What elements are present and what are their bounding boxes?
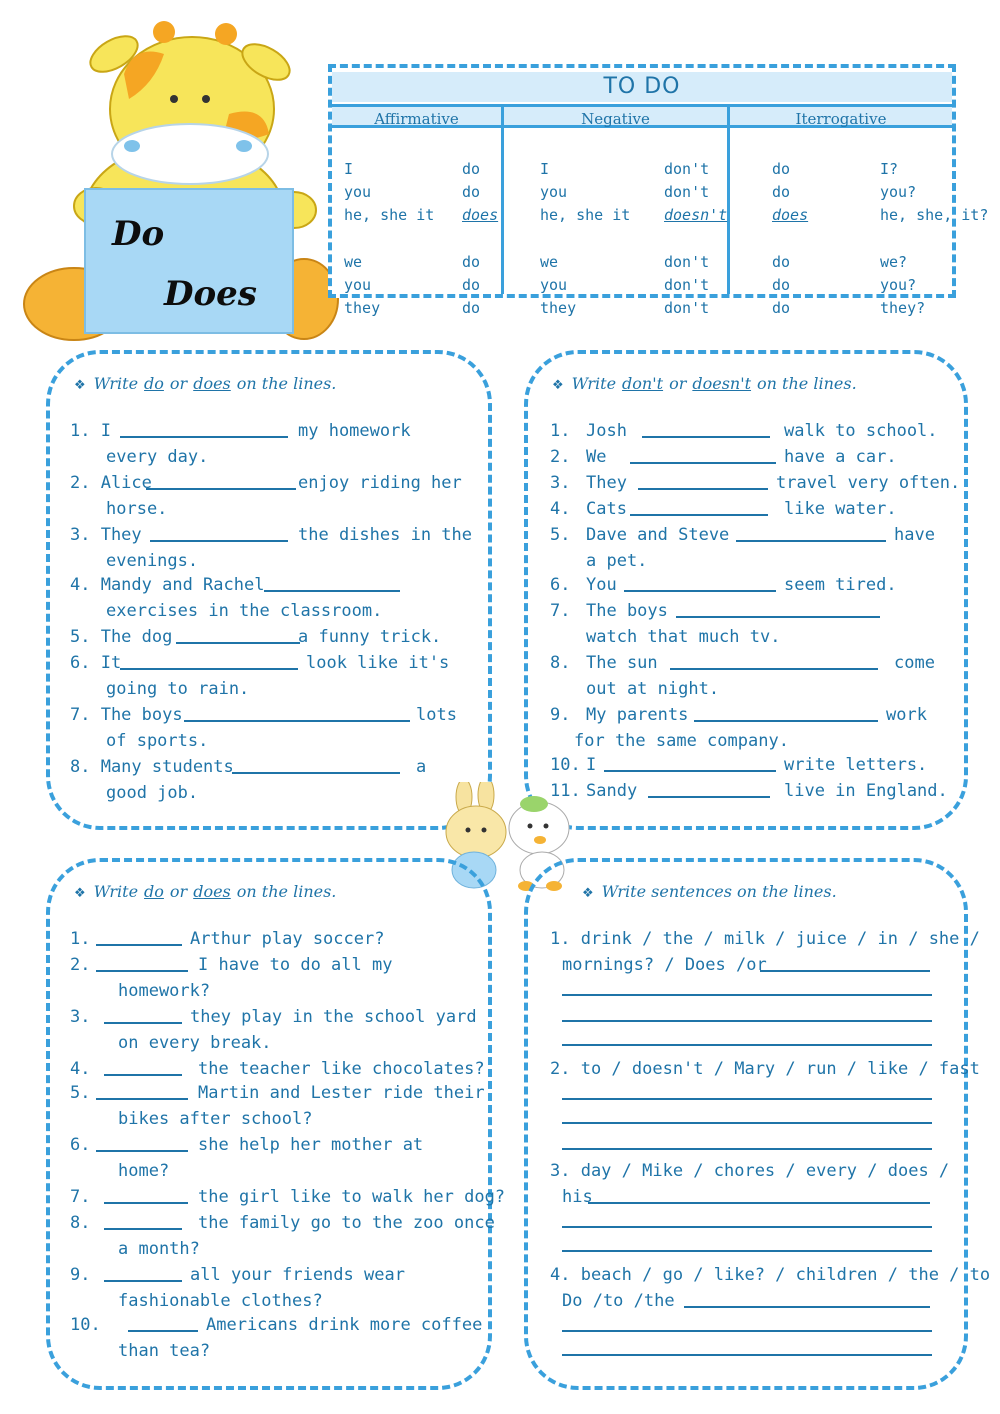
table-row	[730, 297, 952, 319]
exercise-line	[0, 522, 960, 548]
exercise-prompt	[0, 1262, 991, 1288]
table-cell: don't	[664, 299, 710, 317]
table-row	[504, 204, 727, 226]
line-text: The sun	[586, 653, 658, 673]
table-row	[332, 274, 501, 296]
line-text: We	[586, 447, 607, 467]
exercise-line	[0, 676, 960, 702]
line-text: Arthur play soccer?	[190, 929, 385, 949]
line-text: lots	[416, 705, 457, 725]
exercise-line	[0, 598, 960, 624]
line-text: the teacher like chocolates?	[198, 1059, 485, 1079]
answer-blank[interactable]	[604, 752, 776, 772]
column-header: Affirmative	[332, 104, 501, 128]
line-text: Cats	[586, 499, 627, 519]
table-row	[504, 181, 727, 203]
line-text: 7. The boys	[70, 705, 183, 725]
line-text: every day.	[106, 447, 209, 467]
table-cell: you?	[880, 276, 917, 294]
table-cell: we	[540, 253, 559, 271]
exercise-prompt	[0, 1184, 960, 1210]
exercise-line	[0, 1236, 480, 1262]
line-text: live in England.	[784, 781, 948, 801]
answer-blank[interactable]	[760, 952, 930, 972]
line-text: 1. I	[70, 421, 111, 441]
exercise-line	[0, 752, 960, 778]
line-text: they play in the school yard	[190, 1007, 477, 1027]
line-text: I	[586, 755, 597, 775]
exercise4-instruction: ❖ Write sentences on the lines.	[582, 882, 837, 901]
exercise-line	[0, 624, 960, 650]
answer-line[interactable]	[562, 1098, 932, 1100]
table-cell: you	[540, 183, 568, 201]
table-cell: I	[344, 160, 354, 178]
table-cell: don't	[664, 276, 710, 294]
line-text: good job.	[106, 783, 199, 803]
line-text: come	[894, 653, 935, 673]
exercise-line	[0, 1210, 495, 1236]
line-text: horse.	[106, 499, 168, 519]
line-text: a	[416, 757, 427, 777]
answer-blank[interactable]	[630, 496, 768, 516]
line-number: 8.	[550, 653, 571, 673]
answer-line[interactable]	[562, 1250, 932, 1252]
exercise-prompt	[0, 952, 960, 978]
line-number: 3.	[70, 1007, 91, 1027]
line-text: going to rain.	[106, 679, 250, 699]
line-text: The boys	[586, 601, 668, 621]
line-number: 6.	[70, 1135, 91, 1155]
line-text: have a car.	[784, 447, 897, 467]
table-cell: I	[540, 160, 550, 178]
exercise-line	[0, 496, 960, 522]
line-text: 2. to / doesn't / Mary / run / like / fast	[550, 1059, 980, 1079]
sign-does-text: Does	[164, 274, 257, 314]
answer-blank[interactable]	[588, 1184, 930, 1204]
table-cell: you?	[880, 183, 917, 201]
line-text: of sports.	[106, 731, 209, 751]
line-text: enjoy riding her	[298, 473, 462, 493]
line-text: Dave and Steve	[586, 525, 730, 545]
line-number: 7.	[550, 601, 571, 621]
line-text: watch that much tv.	[586, 627, 781, 647]
answer-blank[interactable]	[96, 1080, 188, 1100]
exercise-line	[0, 1312, 483, 1338]
table-cell: do	[772, 299, 791, 317]
exercise1-instruction: ❖ Write do or does on the lines.	[74, 374, 337, 393]
table-row	[504, 297, 727, 319]
conjugation-table	[328, 64, 989, 317]
line-text: My parents	[586, 705, 689, 725]
answer-line[interactable]	[562, 1330, 932, 1332]
table-cell: you	[344, 183, 372, 201]
exercise-line	[0, 650, 960, 676]
answer-blank[interactable]	[96, 1132, 188, 1152]
exercise-line	[0, 572, 960, 598]
answer-line[interactable]	[562, 1354, 932, 1356]
table-cell: does	[462, 206, 499, 224]
line-text: have	[894, 525, 935, 545]
line-text: on every break.	[118, 1033, 272, 1053]
table-cell: does	[772, 206, 809, 224]
diamond-bullet-icon: ❖	[582, 886, 594, 901]
line-text: exercises in the classroom.	[106, 601, 383, 621]
answer-blank[interactable]	[676, 598, 880, 618]
column-header: Iterrogative	[730, 104, 952, 128]
table-cell: we	[344, 253, 363, 271]
line-text: bikes after school?	[118, 1109, 313, 1129]
exercise-line	[0, 978, 480, 1004]
table-cell: you	[344, 276, 372, 294]
exercise-line	[0, 444, 960, 470]
answer-line[interactable]	[562, 1148, 932, 1150]
exercise-line	[0, 1338, 480, 1364]
line-text: a funny trick.	[298, 627, 442, 647]
diamond-bullet-icon: ❖	[74, 886, 86, 901]
answer-blank[interactable]	[104, 1210, 182, 1230]
table-cell: he, she it	[344, 206, 435, 224]
answer-line[interactable]	[562, 1122, 932, 1124]
line-number: 5.	[70, 1083, 91, 1103]
answer-blank[interactable]	[670, 650, 878, 670]
table-row	[730, 158, 952, 180]
exercise-prompt	[0, 1056, 980, 1082]
answer-blank[interactable]	[638, 470, 768, 490]
line-number: 6.	[550, 575, 571, 595]
table-row	[332, 297, 501, 319]
table-cell: do	[772, 276, 791, 294]
table-row	[730, 204, 989, 226]
table-cell: do	[462, 276, 481, 294]
answer-line[interactable]	[562, 1226, 932, 1228]
table-cell: you	[540, 276, 568, 294]
line-number: 4.	[70, 1059, 91, 1079]
table-cell: don't	[664, 253, 710, 271]
line-text: than tea?	[118, 1341, 211, 1361]
table-row	[332, 181, 501, 203]
line-text: out at night.	[586, 679, 720, 699]
line-text: a month?	[118, 1239, 200, 1259]
table-cell: they	[344, 299, 381, 317]
line-text: write letters.	[784, 755, 928, 775]
exercise3-instruction: ❖ Write do or does on the lines.	[74, 882, 337, 901]
exercise-line	[0, 1080, 485, 1106]
table-row	[332, 158, 501, 180]
table-row	[730, 181, 952, 203]
line-text: 6. It	[70, 653, 122, 673]
table-row	[332, 251, 501, 273]
line-number: 10.	[70, 1315, 101, 1335]
line-text: 4. beach / go / like? / children / the / to	[550, 1265, 991, 1285]
answer-blank[interactable]	[642, 418, 770, 438]
table-cell: do	[772, 160, 791, 178]
line-text: all your friends wear	[190, 1265, 405, 1285]
line-text: his	[562, 1187, 593, 1207]
line-text: Americans drink more coffee	[206, 1315, 483, 1335]
line-number: 9.	[70, 1265, 91, 1285]
table-cell: he, she it	[540, 206, 631, 224]
line-text: 8. Many students	[70, 757, 234, 777]
negative-column	[504, 104, 730, 317]
exercise-line	[0, 470, 960, 496]
exercise-prompt	[0, 1158, 960, 1184]
table-cell: do	[462, 253, 481, 271]
diamond-bullet-icon: ❖	[74, 378, 86, 393]
table-row	[504, 274, 727, 296]
line-text: homework?	[118, 981, 211, 1001]
line-text: fashionable clothes?	[118, 1291, 323, 1311]
table-row	[332, 204, 501, 226]
line-text: 2. Alice	[70, 473, 152, 493]
line-text: 3. day / Mike / chores / every / does /	[550, 1161, 950, 1181]
line-text: for the same company.	[574, 731, 789, 751]
exercise-line	[0, 1132, 480, 1158]
line-number: 9.	[550, 705, 571, 725]
table-row	[730, 274, 952, 296]
exercise-line	[0, 548, 960, 574]
table-cell: doesn't	[664, 206, 728, 224]
line-text: look like it's	[306, 653, 450, 673]
affirmative-column	[332, 104, 504, 317]
exercise2-instruction: ❖ Write don't or doesn't on the lines.	[552, 374, 857, 393]
table-cell: don't	[664, 183, 710, 201]
line-text: seem tired.	[784, 575, 897, 595]
exercise-line	[0, 728, 960, 754]
line-text: work	[886, 705, 927, 725]
answer-blank[interactable]	[128, 1312, 198, 1332]
line-text: like water.	[784, 499, 897, 519]
column-header: Negative	[504, 104, 727, 128]
interrogative-column	[730, 104, 989, 317]
line-text: travel very often.	[776, 473, 961, 493]
line-text: 1. drink / the / milk / juice / in / she /	[550, 929, 980, 949]
line-text: home?	[118, 1161, 170, 1181]
line-text: the dishes in the	[298, 525, 472, 545]
line-number: 1.	[70, 929, 91, 949]
answer-line[interactable]	[562, 994, 932, 996]
answer-blank[interactable]	[104, 1004, 182, 1024]
exercise-line	[0, 1004, 480, 1030]
table-cell: don't	[664, 160, 710, 178]
answer-blank[interactable]	[694, 702, 878, 722]
table-row	[504, 158, 727, 180]
line-text: Martin and Lester ride their	[198, 1083, 485, 1103]
line-number: 4.	[550, 499, 571, 519]
answer-blank[interactable]	[630, 444, 776, 464]
answer-blank[interactable]	[624, 572, 776, 592]
line-number: 10.	[550, 755, 581, 775]
exercise-line	[0, 418, 960, 444]
exercise-line	[0, 1030, 480, 1056]
exercise-line	[0, 702, 960, 728]
line-number: 2.	[550, 447, 571, 467]
line-text: my homework	[298, 421, 411, 441]
table-cell: they	[540, 299, 577, 317]
line-text: Sandy	[586, 781, 638, 801]
table-cell: do	[462, 160, 481, 178]
line-text: evenings.	[106, 551, 199, 571]
line-text: a pet.	[586, 551, 648, 571]
exercise-line	[0, 1106, 480, 1132]
line-text: I have to do all my	[198, 955, 393, 975]
line-number: 3.	[550, 473, 571, 493]
line-text: You	[586, 575, 617, 595]
table-cell: do	[772, 183, 791, 201]
table-cell: they?	[880, 299, 926, 317]
line-number: 8.	[70, 1213, 91, 1233]
table-cell: we?	[880, 253, 908, 271]
answer-blank[interactable]	[648, 778, 770, 798]
line-text: mornings? / Does /or	[562, 955, 767, 975]
line-text: Do /to /the	[562, 1291, 675, 1311]
line-text: the girl like to walk her dog?	[198, 1187, 506, 1207]
line-number: 7.	[70, 1187, 91, 1207]
sign-do-text: Do	[112, 214, 165, 254]
line-number: 1.	[550, 421, 571, 441]
line-text: 4. Mandy and Rachel	[70, 575, 265, 595]
table-cell: do	[462, 299, 481, 317]
line-text: the family go to the zoo once	[198, 1213, 495, 1233]
exercise-prompt	[0, 926, 980, 952]
exercise-prompt	[0, 1288, 960, 1314]
table-cell: I?	[880, 160, 899, 178]
answer-blank[interactable]	[684, 1288, 930, 1308]
line-text: 5. The dog	[70, 627, 173, 647]
line-number: 11.	[550, 781, 581, 801]
answer-line[interactable]	[562, 1044, 932, 1046]
line-number: 5.	[550, 525, 571, 545]
table-cell: he, she, it?	[880, 206, 989, 224]
answer-line[interactable]	[562, 1020, 932, 1022]
diamond-bullet-icon: ❖	[552, 378, 564, 393]
line-text: They	[586, 473, 627, 493]
line-number: 2.	[70, 955, 91, 975]
table-row	[504, 251, 727, 273]
answer-blank[interactable]	[736, 522, 886, 542]
table-title: TO DO	[332, 72, 952, 102]
line-text: 3. They	[70, 525, 142, 545]
table-cell: do	[772, 253, 791, 271]
table-row	[730, 251, 952, 273]
line-text: she help her mother at	[198, 1135, 424, 1155]
line-text: walk to school.	[784, 421, 938, 441]
line-text: Josh	[586, 421, 627, 441]
table-cell: do	[462, 183, 481, 201]
